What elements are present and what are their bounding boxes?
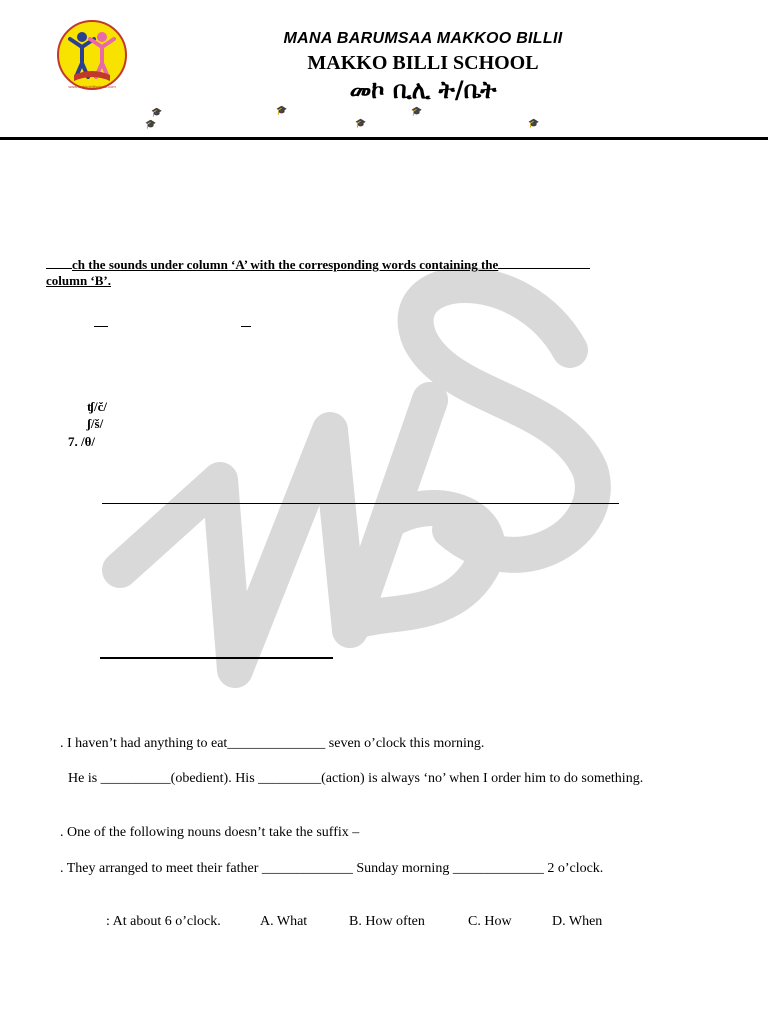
section-instruction bbox=[46, 257, 661, 289]
question-text: . One of the following nouns doesn’t take the suffix – bbox=[60, 825, 360, 840]
graduation-cap-icon: 🎓 bbox=[528, 118, 540, 128]
mbs-watermark bbox=[90, 230, 650, 750]
option-d: D. When bbox=[552, 914, 603, 929]
sound-item: 7. /θ/ bbox=[68, 434, 96, 449]
logo-url: www.makkobillischool.com bbox=[68, 84, 116, 89]
school-name-oromo: MANA BARUMSAA MAKKOO BILLII bbox=[283, 30, 563, 47]
answer-line bbox=[100, 657, 333, 659]
graduation-cap-icon: 🎓 bbox=[276, 105, 288, 115]
option-b: B. How often bbox=[349, 914, 425, 929]
question-text: . They arranged to meet their father _____________ Sunday morning _____________ 2 o’clock. bbox=[60, 861, 604, 876]
instruction-line-1: ch the sounds under column ‘A’ with the corresponding words containing the bbox=[46, 257, 661, 273]
answer-line bbox=[102, 503, 619, 504]
option-a: A. What bbox=[260, 914, 308, 929]
column-b-marker bbox=[241, 326, 251, 327]
school-name-english: MAKKO BILLI SCHOOL bbox=[307, 52, 539, 74]
school-name-amharic: መኮ ቢሊ ት/ቤት bbox=[349, 76, 497, 104]
column-a-marker bbox=[94, 326, 108, 327]
graduation-cap-icon: 🎓 bbox=[145, 119, 157, 129]
graduation-cap-icon: 🎓 bbox=[151, 107, 163, 117]
sound-item: ʧ/č/ bbox=[87, 399, 107, 414]
header-rule bbox=[0, 137, 768, 140]
option-c: C. How bbox=[468, 914, 512, 929]
question-text: . I haven’t had anything to eat______________ seven o’clock this morning. bbox=[60, 736, 485, 751]
graduation-cap-icon: 🎓 bbox=[411, 106, 423, 116]
instruction-line-2: column ‘B’. bbox=[46, 273, 111, 288]
graduation-cap-icon: 🎓 bbox=[355, 118, 367, 128]
sound-item: ʃ/š/ bbox=[87, 416, 104, 431]
question-prompt: : At about 6 o’clock. bbox=[106, 914, 221, 929]
question-text: He is __________(obedient). His _________(action) is always ‘no’ when I order him to do something. bbox=[68, 771, 644, 786]
